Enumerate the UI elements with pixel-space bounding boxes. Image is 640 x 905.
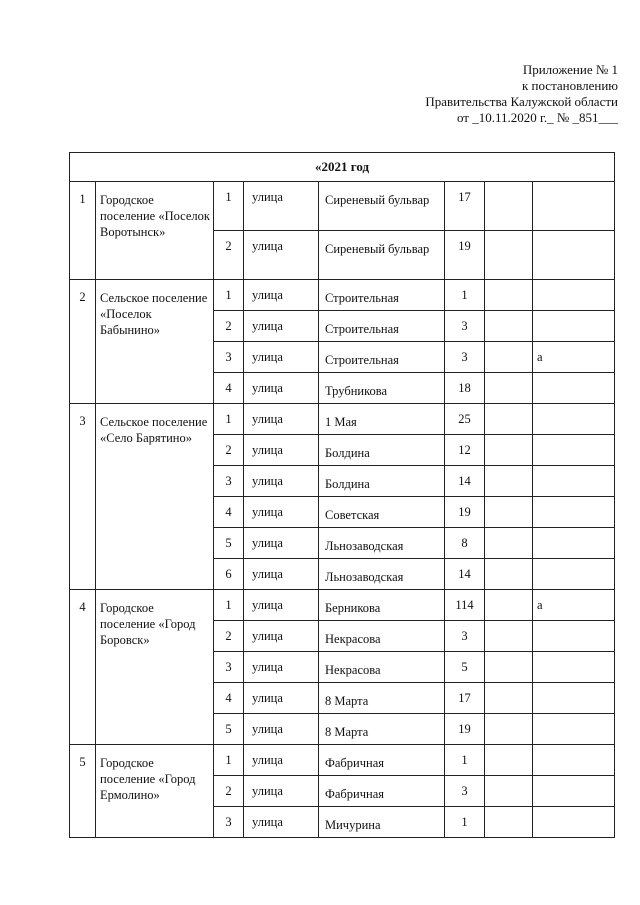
header-appendix-label: Приложение № 1 <box>522 62 618 77</box>
building-number <box>485 404 533 435</box>
row-index: 1 <box>214 182 244 231</box>
row-index: 4 <box>214 373 244 404</box>
street-name: Льнозаводская <box>319 559 445 590</box>
house-number: 3 <box>445 776 485 807</box>
settlement-number: 4 <box>70 590 96 745</box>
row-index: 1 <box>214 590 244 621</box>
letter-suffix <box>533 807 615 838</box>
address-table <box>69 152 615 838</box>
street-name: Сиреневый бульвар <box>319 182 445 231</box>
street-name: Строительная <box>319 342 445 373</box>
building-number <box>485 182 533 231</box>
street-name: Некрасова <box>319 652 445 683</box>
letter-suffix <box>533 621 615 652</box>
settlement-name: Городское поселение «Город Боровск» <box>96 590 214 745</box>
street-type: улица <box>244 466 319 497</box>
house-number: 19 <box>445 497 485 528</box>
street-name: Строительная <box>319 280 445 311</box>
row-index: 2 <box>214 231 244 280</box>
street-type: улица <box>244 373 319 404</box>
table-row <box>70 745 615 776</box>
settlement-name: Сельское поселение «Село Барятино» <box>96 404 214 590</box>
house-number: 3 <box>445 621 485 652</box>
letter-suffix <box>533 559 615 590</box>
street-type: улица <box>244 745 319 776</box>
building-number <box>485 652 533 683</box>
building-number <box>485 621 533 652</box>
building-number <box>485 231 533 280</box>
letter-suffix <box>533 528 615 559</box>
header-date-number: от _10.11.2020 г._ № _851___ <box>456 110 618 125</box>
settlement-number: 2 <box>70 280 96 404</box>
building-number <box>485 683 533 714</box>
house-number: 25 <box>445 404 485 435</box>
row-index: 5 <box>214 528 244 559</box>
building-number <box>485 714 533 745</box>
street-type: улица <box>244 342 319 373</box>
street-type: улица <box>244 559 319 590</box>
building-number <box>485 435 533 466</box>
building-number <box>485 311 533 342</box>
street-type: улица <box>244 714 319 745</box>
building-number <box>485 342 533 373</box>
house-number: 1 <box>445 280 485 311</box>
row-index: 2 <box>214 311 244 342</box>
house-number: 19 <box>445 714 485 745</box>
street-type: улица <box>244 683 319 714</box>
house-number: 19 <box>445 231 485 280</box>
street-name: Строительная <box>319 311 445 342</box>
letter-suffix <box>533 497 615 528</box>
row-index: 3 <box>214 807 244 838</box>
street-name: Некрасова <box>319 621 445 652</box>
building-number <box>485 745 533 776</box>
street-name: 8 Марта <box>319 714 445 745</box>
row-index: 1 <box>214 404 244 435</box>
street-name: Болдина <box>319 466 445 497</box>
row-index: 2 <box>214 776 244 807</box>
letter-suffix <box>533 373 615 404</box>
street-type: улица <box>244 590 319 621</box>
settlement-number: 5 <box>70 745 96 838</box>
building-number <box>485 280 533 311</box>
building-number <box>485 776 533 807</box>
house-number: 3 <box>445 342 485 373</box>
street-name: Сиреневый бульвар <box>319 231 445 280</box>
row-index: 5 <box>214 714 244 745</box>
street-name: 8 Марта <box>319 683 445 714</box>
building-number <box>485 559 533 590</box>
table-row <box>70 404 615 435</box>
header-resolution-label: к постановлению <box>521 78 618 93</box>
street-type: улица <box>244 280 319 311</box>
letter-suffix <box>533 745 615 776</box>
street-name: Болдина <box>319 435 445 466</box>
street-name: Советская <box>319 497 445 528</box>
row-index: 1 <box>214 745 244 776</box>
street-name: Фабричная <box>319 745 445 776</box>
house-number: 1 <box>445 807 485 838</box>
table-row <box>70 182 615 231</box>
settlement-name: Сельское поселение «Поселок Бабынино» <box>96 280 214 404</box>
year-heading: «2021 год <box>70 153 615 182</box>
house-number: 17 <box>445 683 485 714</box>
building-number <box>485 497 533 528</box>
letter-suffix <box>533 404 615 435</box>
building-number <box>485 528 533 559</box>
building-number <box>485 373 533 404</box>
letter-suffix <box>533 652 615 683</box>
row-index: 2 <box>214 435 244 466</box>
house-number: 17 <box>445 182 485 231</box>
building-number <box>485 807 533 838</box>
settlement-name: Городское поселение «Город Ермолино» <box>96 745 214 838</box>
letter-suffix <box>533 182 615 231</box>
street-type: улица <box>244 621 319 652</box>
street-type: улица <box>244 404 319 435</box>
street-type: улица <box>244 807 319 838</box>
row-index: 4 <box>214 497 244 528</box>
row-index: 1 <box>214 280 244 311</box>
row-index: 3 <box>214 652 244 683</box>
row-index: 2 <box>214 621 244 652</box>
street-name: 1 Мая <box>319 404 445 435</box>
building-number <box>485 590 533 621</box>
house-number: 1 <box>445 745 485 776</box>
house-number: 5 <box>445 652 485 683</box>
letter-suffix <box>533 435 615 466</box>
letter-suffix <box>533 776 615 807</box>
house-number: 3 <box>445 311 485 342</box>
street-type: улица <box>244 231 319 280</box>
house-number: 14 <box>445 559 485 590</box>
letter-suffix <box>533 683 615 714</box>
settlement-name: Городское поселение «Поселок Воротынск» <box>96 182 214 280</box>
row-index: 3 <box>214 466 244 497</box>
letter-suffix <box>533 311 615 342</box>
house-number: 8 <box>445 528 485 559</box>
street-type: улица <box>244 435 319 466</box>
letter-suffix <box>533 280 615 311</box>
street-type: улица <box>244 497 319 528</box>
house-number: 18 <box>445 373 485 404</box>
document-header <box>425 62 618 126</box>
letter-suffix <box>533 466 615 497</box>
street-name: Берникова <box>319 590 445 621</box>
table-row <box>70 590 615 621</box>
house-number: 14 <box>445 466 485 497</box>
house-number: 114 <box>445 590 485 621</box>
street-type: улица <box>244 776 319 807</box>
street-type: улица <box>244 311 319 342</box>
letter-suffix: а <box>533 590 615 621</box>
settlement-number: 3 <box>70 404 96 590</box>
year-heading-row <box>70 153 615 182</box>
row-index: 4 <box>214 683 244 714</box>
header-government-label: Правительства Калужской области <box>425 94 618 109</box>
street-name: Мичурина <box>319 807 445 838</box>
street-name: Фабричная <box>319 776 445 807</box>
street-type: улица <box>244 182 319 231</box>
settlement-number: 1 <box>70 182 96 280</box>
street-type: улица <box>244 652 319 683</box>
street-name: Льнозаводская <box>319 528 445 559</box>
street-name: Трубникова <box>319 373 445 404</box>
row-index: 6 <box>214 559 244 590</box>
row-index: 3 <box>214 342 244 373</box>
street-type: улица <box>244 528 319 559</box>
table-row <box>70 280 615 311</box>
building-number <box>485 466 533 497</box>
house-number: 12 <box>445 435 485 466</box>
letter-suffix: а <box>533 342 615 373</box>
letter-suffix <box>533 714 615 745</box>
letter-suffix <box>533 231 615 280</box>
